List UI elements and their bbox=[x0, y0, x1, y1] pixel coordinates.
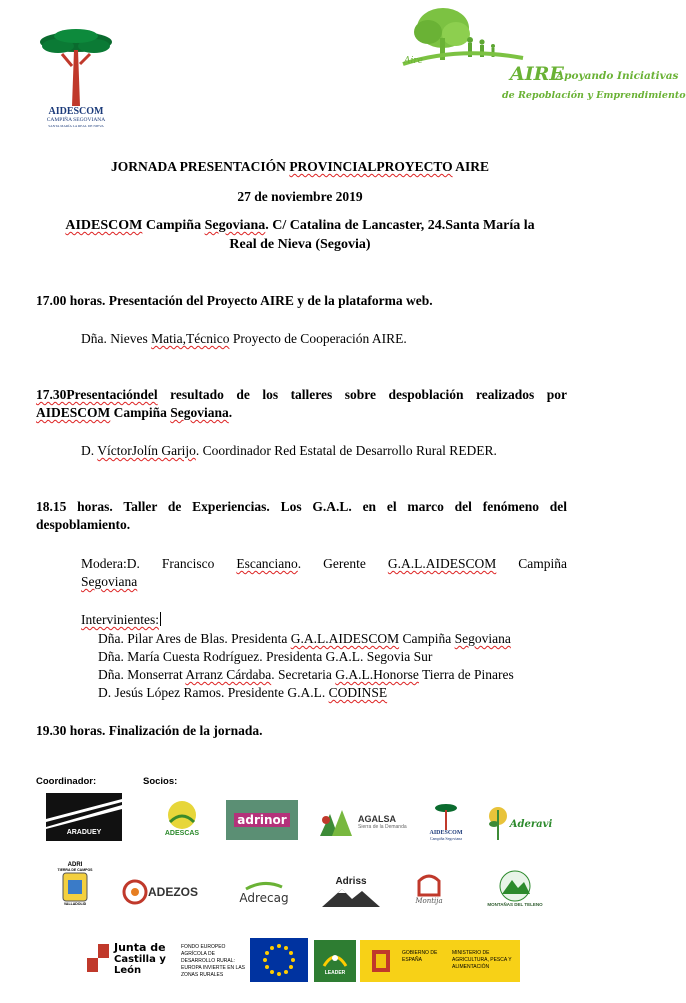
aidescom-small-tree-icon bbox=[434, 802, 458, 830]
montija-name: Montija bbox=[415, 897, 443, 905]
section2-heading-line1 bbox=[36, 386, 567, 404]
adescas-logo bbox=[155, 797, 209, 839]
aderavi-tree-icon bbox=[486, 806, 510, 842]
feader-text bbox=[181, 944, 247, 979]
aidescom-logo-line1: CAMPIÑA SEGOVIANA bbox=[46, 117, 106, 123]
adezos-circle-icon bbox=[122, 879, 148, 905]
s2-speaker-b: VíctorJolín Garijo bbox=[97, 443, 196, 458]
agalsa-sub: Sierra de la Demanda bbox=[358, 824, 407, 830]
p3-e: Tierra de Pinares bbox=[418, 667, 514, 682]
s2-heading-b: resultado de los talleres sobre despoblación realizados por bbox=[157, 387, 567, 402]
p3-c: . Secretaria bbox=[271, 667, 336, 682]
s1-speaker-a: Dña. Nieves bbox=[81, 331, 152, 346]
p1-a: Dña. Pilar Ares de Blas. Presidenta bbox=[98, 631, 291, 646]
adescas-name: ADESCAS bbox=[164, 829, 200, 837]
venue-org: AIDESCOM bbox=[65, 218, 143, 233]
section1-heading: 17.00 horas. Presentación del Proyecto AIRE y de la plataforma web. bbox=[36, 293, 433, 308]
adriss-mountain-icon bbox=[322, 887, 380, 907]
moderator-d: G.A.L.AIDESCOM bbox=[387, 556, 497, 571]
agalsa-name: AGALSA bbox=[358, 814, 396, 824]
event-date: 27 de noviembre 2019 bbox=[237, 189, 363, 204]
aire-logo-name: AIRE bbox=[510, 63, 564, 85]
junta-line1: Junta de bbox=[114, 940, 166, 954]
adri-logo bbox=[52, 856, 98, 912]
gobierno-line1: GOBIERNO DE ESPAÑA bbox=[402, 950, 438, 963]
aderavi-name: Aderavi bbox=[509, 818, 553, 830]
section2-heading-line2 bbox=[36, 404, 567, 422]
aidescom-logo-line2: SANTA MARÍA LA REAL DE NIEVA bbox=[48, 124, 104, 128]
gobierno-logo bbox=[360, 940, 520, 982]
agalsa-logo bbox=[318, 804, 410, 840]
junta-logo bbox=[86, 930, 180, 986]
teleno-name: MONTAÑAS DEL TELENO bbox=[487, 901, 543, 907]
section3-heading-line1: 18.15 horas. Taller de Experiencias. Los G.A.L. en el marco del fenómeno del bbox=[36, 499, 567, 514]
junta-shield-icon bbox=[86, 943, 110, 973]
intervener-2: Dña. María Cuesta Rodríguez. Presidenta G.A.L. Segovia Sur bbox=[98, 649, 433, 664]
aidescom-logo-name: AIDESCOM bbox=[48, 106, 104, 117]
aire-small-label: Aire bbox=[404, 56, 424, 66]
p3-b: Arranz Cárdaba bbox=[185, 667, 272, 682]
moderator-b: Escanciano bbox=[236, 556, 298, 571]
adezos-name: ADEZOS bbox=[147, 885, 198, 899]
s2-heading-d: Campiña bbox=[110, 405, 171, 420]
aidescom-small-name: AIDESCOM bbox=[429, 829, 463, 836]
p4-a: D. Jesús López Ramos. Presidente G.A.L. bbox=[98, 685, 329, 700]
intervener-4 bbox=[98, 684, 578, 702]
moderator-c: . Gerente bbox=[297, 556, 388, 571]
section1-speaker bbox=[81, 330, 581, 348]
s2-heading-a: 17.30Presentacióndel bbox=[36, 387, 158, 402]
agalsa-leaves-icon bbox=[318, 806, 358, 838]
venue-line1 bbox=[0, 217, 600, 235]
adriss-name: Adriss bbox=[335, 875, 367, 887]
text-cursor bbox=[160, 612, 161, 626]
adri-name: ADRI bbox=[67, 862, 83, 868]
adrinor-logo bbox=[226, 800, 298, 840]
spain-shield-icon bbox=[366, 946, 396, 976]
p1-d: Segoviana bbox=[454, 631, 511, 646]
section2-speaker bbox=[81, 442, 581, 460]
section3-heading-line2: despoblamiento. bbox=[36, 517, 131, 532]
adri-shield-icon bbox=[62, 872, 88, 902]
aidescom-small-logo bbox=[420, 796, 472, 846]
aidescom-logo bbox=[36, 26, 116, 130]
s2-speaker-c: . Coordinador Red Estatal de Desarrollo Rural REDER. bbox=[195, 443, 497, 458]
partners-label: Socios: bbox=[143, 776, 178, 787]
aire-logo bbox=[398, 6, 686, 110]
gobierno-line2: MINISTERIO DE AGRICULTURA, PESCA Y ALIMENTACIÓN bbox=[452, 950, 512, 970]
venue-seg3: . C/ Catalina de Lancaster, 24.Santa María la bbox=[265, 218, 535, 233]
moderator-a: Modera:D. Francisco bbox=[81, 556, 237, 571]
adri-sub: TIERRA DE CAMPOS bbox=[57, 868, 93, 872]
montija-logo bbox=[402, 866, 456, 910]
s2-heading-e: Segoviana bbox=[170, 405, 229, 420]
title-part1: JORNADA PRESENTACIÓN bbox=[111, 159, 290, 174]
adezos-logo bbox=[108, 877, 212, 907]
adrecag-logo bbox=[228, 874, 300, 910]
s1-speaker-c: Proyecto de Cooperación AIRE. bbox=[229, 331, 407, 346]
araduey-logo bbox=[46, 793, 122, 841]
coordinator-label: Coordinador: bbox=[36, 776, 97, 787]
junta-line2: Castilla y León bbox=[114, 953, 166, 976]
interveners-label bbox=[81, 611, 161, 629]
page-title bbox=[0, 158, 600, 176]
intervener-1 bbox=[98, 630, 578, 648]
aire-logo-tag1: Apoyando Iniciativas bbox=[556, 70, 679, 82]
adrinor-name: adrinor bbox=[234, 813, 289, 827]
adri-sub2: VALLADOLID bbox=[63, 902, 87, 906]
interveners-text: Intervinientes: bbox=[81, 612, 159, 627]
araduey-name: ARADUEY bbox=[66, 828, 102, 836]
p3-a: Dña. Monserrat bbox=[98, 667, 186, 682]
p1-b: G.A.L.AIDESCOM bbox=[290, 631, 400, 646]
montija-arch-icon bbox=[417, 871, 441, 897]
feader-line1: FONDO EUROPEO AGRÍCOLA DE DESARROLLO RURAL: bbox=[181, 944, 235, 964]
adriss-logo bbox=[320, 872, 382, 910]
p4-b: CODINSE bbox=[328, 685, 388, 700]
title-part2: PROVINCIALPROYECTO bbox=[289, 159, 453, 174]
intervener-3 bbox=[98, 666, 578, 684]
leader-name: LEADER bbox=[324, 970, 346, 976]
aderavi-logo bbox=[486, 804, 552, 844]
p3-d: G.A.L.Honorse bbox=[335, 667, 419, 682]
venue-seg1: Campiña bbox=[142, 218, 205, 233]
araduey-stripes-icon bbox=[46, 799, 122, 829]
feader-line2: EUROPA INVIERTE EN LAS ZONAS RURALES bbox=[181, 965, 246, 978]
p1-c: Campiña bbox=[399, 631, 455, 646]
pine-tree-icon bbox=[36, 26, 116, 110]
leader-mark-icon bbox=[320, 946, 350, 970]
adrecag-wave-icon bbox=[244, 879, 284, 891]
teleno-mountain-icon bbox=[498, 870, 532, 902]
moderator-e: Campiña bbox=[496, 556, 567, 571]
venue-seg2: Segoviana bbox=[204, 218, 266, 233]
moderator-f: Segoviana bbox=[81, 574, 138, 589]
eu-stars-icon bbox=[250, 938, 308, 982]
aire-logo-tag2: de Repoblación y Emprendimiento bbox=[502, 90, 686, 101]
s1-speaker-b: Matia,Técnico bbox=[151, 331, 230, 346]
teleno-logo bbox=[484, 864, 546, 912]
s2-heading-f: . bbox=[228, 405, 233, 420]
title-part3: AIRE bbox=[452, 159, 489, 174]
venue-line2: Real de Nieva (Segovia) bbox=[229, 237, 371, 252]
section4-heading: 19.30 horas. Finalización de la jornada. bbox=[36, 723, 263, 738]
leader-logo bbox=[314, 940, 356, 982]
s2-heading-c: AIDESCOM bbox=[36, 405, 111, 420]
s2-speaker-a: D. bbox=[81, 443, 98, 458]
moderator-line2 bbox=[81, 573, 567, 591]
adescas-sun-icon bbox=[162, 800, 202, 830]
eu-flag bbox=[250, 938, 308, 982]
adrecag-name: Adrecag bbox=[239, 891, 289, 905]
moderator-line1 bbox=[81, 555, 567, 573]
aidescom-small-sub: Campiña Segoviana bbox=[429, 835, 463, 841]
